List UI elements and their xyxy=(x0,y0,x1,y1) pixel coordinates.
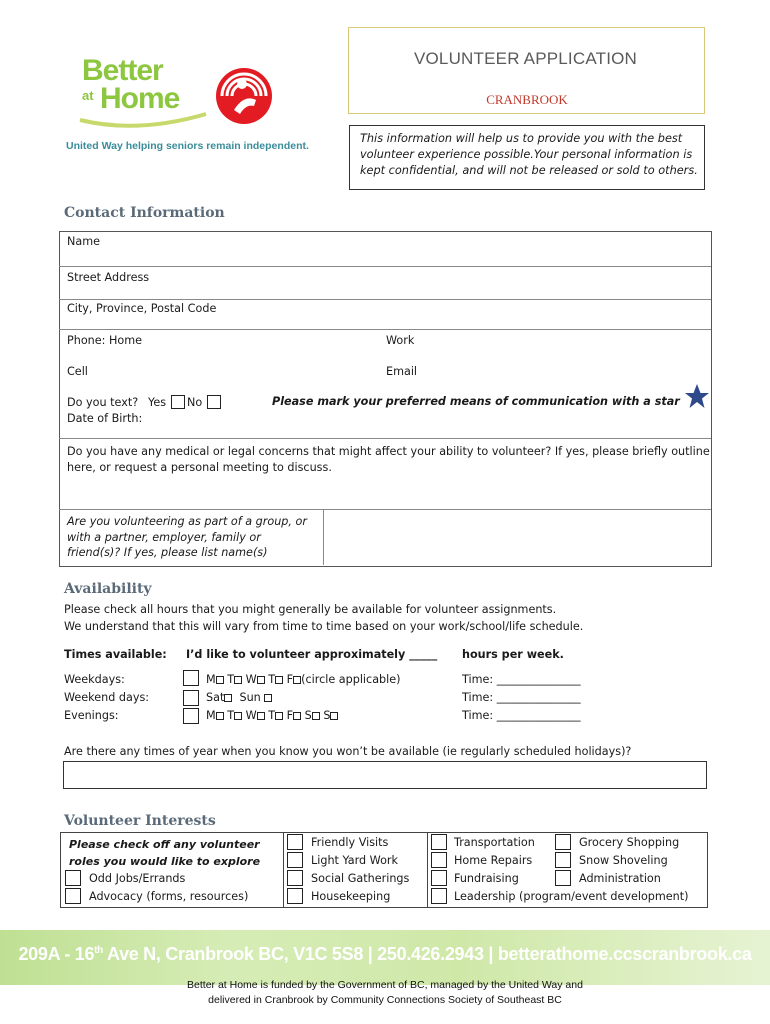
day-w[interactable]: W xyxy=(245,673,257,686)
housekeeping-checkbox[interactable] xyxy=(287,888,303,904)
unavailable-question: Are there any times of year when you know you won’t be available (ie regularly scheduled holidays)? xyxy=(64,745,632,758)
evenings-time-field[interactable]: Time: _______________ xyxy=(462,709,581,722)
text-yes-label: Yes xyxy=(148,396,167,409)
weekend-time-field[interactable]: Time: _______________ xyxy=(462,691,581,704)
weekdays-days[interactable] xyxy=(206,673,401,686)
logo-at-text: at xyxy=(82,88,94,103)
times-available-heading: Times available: xyxy=(64,648,167,661)
day-sun[interactable]: Sun xyxy=(239,691,261,704)
transportation-label: Transportation xyxy=(454,836,535,849)
day-checkbox[interactable] xyxy=(275,676,283,684)
day-checkbox[interactable] xyxy=(257,712,265,720)
interests-prompt-line: roles you would like to explore xyxy=(69,855,261,868)
logo-swoosh-icon xyxy=(78,112,208,132)
grocery-shopping-checkbox[interactable] xyxy=(555,834,571,850)
group-question-line: friend(s)? If yes, please list name(s) xyxy=(67,546,268,559)
availability-intro: Please check all hours that you might generally be available for volunteer assignments. xyxy=(64,603,557,616)
text-no-label: No xyxy=(187,396,203,409)
row-divider xyxy=(59,266,711,267)
weekend-days[interactable] xyxy=(206,691,272,704)
light-yard-work-label: Light Yard Work xyxy=(311,854,399,867)
day-m[interactable]: M xyxy=(206,673,216,686)
day-checkbox[interactable] xyxy=(293,712,301,720)
day-t[interactable]: T xyxy=(268,673,276,686)
friendly-visits-label: Friendly Visits xyxy=(311,836,389,849)
evenings-days[interactable] xyxy=(206,709,338,722)
group-names-field[interactable] xyxy=(325,510,709,564)
privacy-notice-line: kept confidential, and will not be released or sold to others. xyxy=(360,164,698,177)
day-t[interactable]: T xyxy=(227,709,235,722)
day-m[interactable]: M xyxy=(206,709,216,722)
light-yard-work-checkbox[interactable] xyxy=(287,852,303,868)
group-question xyxy=(67,514,307,561)
day-checkbox[interactable] xyxy=(312,712,320,720)
day-checkbox[interactable] xyxy=(234,712,242,720)
privacy-notice-line: This information will help us to provide you with the best xyxy=(360,132,683,145)
day-checkbox[interactable] xyxy=(216,676,224,684)
circle-note: (circle applicable) xyxy=(301,673,401,686)
funding-line: delivered in Cranbrook by Community Connections Society of Southeast BC xyxy=(208,994,562,1006)
email-field[interactable]: Email xyxy=(386,365,418,378)
logo-better-text: Better xyxy=(82,54,163,87)
day-f[interactable]: F xyxy=(286,673,294,686)
group-question-line: with a partner, employer, family or xyxy=(67,530,261,544)
medical-concerns-question[interactable] xyxy=(67,444,710,476)
fundraising-label: Fundraising xyxy=(454,872,519,885)
weekdays-label: Weekdays: xyxy=(64,673,125,686)
privacy-notice-line: volunteer experience possible.Your personal information is xyxy=(360,148,693,161)
hours-per-week-heading: hours per week. xyxy=(462,648,564,661)
weekend-checkbox[interactable] xyxy=(183,690,199,706)
section-title-interests: Volunteer Interests xyxy=(64,813,216,829)
day-f[interactable]: F xyxy=(286,709,294,722)
social-gatherings-checkbox[interactable] xyxy=(287,870,303,886)
text-yes-checkbox[interactable] xyxy=(171,395,185,409)
day-checkbox[interactable] xyxy=(234,676,242,684)
footer-funding-note xyxy=(0,978,770,1008)
home-repairs-checkbox[interactable] xyxy=(431,852,447,868)
grocery-shopping-label: Grocery Shopping xyxy=(579,836,680,849)
section-title-availability: Availability xyxy=(64,581,152,597)
cell-field[interactable]: Cell xyxy=(67,365,88,378)
availability-intro: We understand that this will vary from time to time based on your work/school/life schedule. xyxy=(64,620,584,633)
name-field[interactable]: Name xyxy=(67,235,101,248)
evenings-label: Evenings: xyxy=(64,709,119,722)
odd-jobs-checkbox[interactable] xyxy=(65,870,81,886)
form-title: VOLUNTEER APPLICATION xyxy=(413,49,638,68)
day-s[interactable]: S xyxy=(323,709,331,722)
footer-address-part: Ave N, Cranbrook BC, V1C 5S8 | 250.426.2943 | betterathome.ccscranbrook.ca xyxy=(103,944,752,964)
day-checkbox[interactable] xyxy=(224,694,232,702)
text-no-checkbox[interactable] xyxy=(207,395,221,409)
snow-shoveling-label: Snow Shoveling xyxy=(579,854,668,867)
fundraising-checkbox[interactable] xyxy=(431,870,447,886)
section-title-contact: Contact Information xyxy=(64,205,225,221)
logo-home-text: Home xyxy=(100,82,180,115)
approx-hours-heading[interactable]: I’d like to volunteer approximately _____ xyxy=(186,648,438,661)
city-province-postal-field[interactable]: City, Province, Postal Code xyxy=(67,302,217,315)
col-divider xyxy=(427,832,428,907)
day-checkbox[interactable] xyxy=(264,694,272,702)
row-divider xyxy=(59,299,711,300)
footer-address-sup: th xyxy=(94,945,103,956)
weekend-label: Weekend days: xyxy=(64,691,150,704)
friendly-visits-checkbox[interactable] xyxy=(287,834,303,850)
interests-prompt-line: Please check off any volunteer xyxy=(69,838,260,851)
day-s[interactable]: S xyxy=(304,709,312,722)
row-divider xyxy=(59,438,711,439)
odd-jobs-label: Odd Jobs/Errands xyxy=(89,872,186,885)
medical-question-line: Do you have any medical or legal concerns that might affect your ability to volunteer? If yes, please briefly outline xyxy=(67,445,710,458)
day-checkbox[interactable] xyxy=(293,676,301,684)
day-checkbox[interactable] xyxy=(275,712,283,720)
funding-line: Better at Home is funded by the Government of BC, managed by the United Way and xyxy=(187,979,583,991)
interests-prompt xyxy=(69,836,260,870)
day-t[interactable]: T xyxy=(268,709,276,722)
administration-checkbox[interactable] xyxy=(555,870,571,886)
form-location: CRANBROOK xyxy=(467,92,587,108)
col-divider xyxy=(283,832,284,907)
star-instruction: Please mark your preferred means of communication with a star xyxy=(272,395,680,408)
col-divider xyxy=(323,509,324,565)
street-address-field[interactable]: Street Address xyxy=(67,271,150,284)
transportation-checkbox[interactable] xyxy=(431,834,447,850)
social-gatherings-label: Social Gatherings xyxy=(311,872,410,885)
phone-home-field[interactable]: Phone: Home xyxy=(67,334,143,347)
day-w[interactable]: W xyxy=(245,709,257,722)
snow-shoveling-checkbox[interactable] xyxy=(555,852,571,868)
logo-tagline: United Way helping seniors remain independent. xyxy=(66,140,309,152)
row-divider xyxy=(59,329,711,330)
advocacy-label: Advocacy (forms, resources) xyxy=(89,890,249,903)
leadership-checkbox[interactable] xyxy=(431,888,447,904)
evenings-checkbox[interactable] xyxy=(183,708,199,724)
date-of-birth-field[interactable]: Date of Birth: xyxy=(67,412,143,425)
weekdays-time-field[interactable]: Time: _______________ xyxy=(462,673,581,686)
day-t[interactable]: T xyxy=(227,673,235,686)
weekdays-checkbox[interactable] xyxy=(183,670,199,686)
home-repairs-label: Home Repairs xyxy=(454,854,533,867)
advocacy-checkbox[interactable] xyxy=(65,888,81,904)
united-way-logo-icon xyxy=(214,66,274,126)
day-checkbox[interactable] xyxy=(330,712,338,720)
work-phone-field[interactable]: Work xyxy=(386,334,415,347)
footer-address-part: 209A - 16 xyxy=(18,944,95,964)
text-question: Do you text? xyxy=(67,396,139,409)
housekeeping-label: Housekeeping xyxy=(311,890,391,903)
administration-label: Administration xyxy=(579,872,661,885)
day-sat[interactable]: Sat xyxy=(206,691,225,704)
leadership-label: Leadership (program/event development) xyxy=(454,890,689,903)
unavailable-times-field[interactable] xyxy=(63,761,707,789)
day-checkbox[interactable] xyxy=(216,712,224,720)
footer-address xyxy=(0,944,770,965)
medical-question-line: here, or request a personal meeting to discuss. xyxy=(67,461,332,474)
group-question-line: Are you volunteering as part of a group, or xyxy=(67,515,307,528)
day-checkbox[interactable] xyxy=(257,676,265,684)
star-icon xyxy=(684,383,710,409)
privacy-notice xyxy=(360,131,700,179)
